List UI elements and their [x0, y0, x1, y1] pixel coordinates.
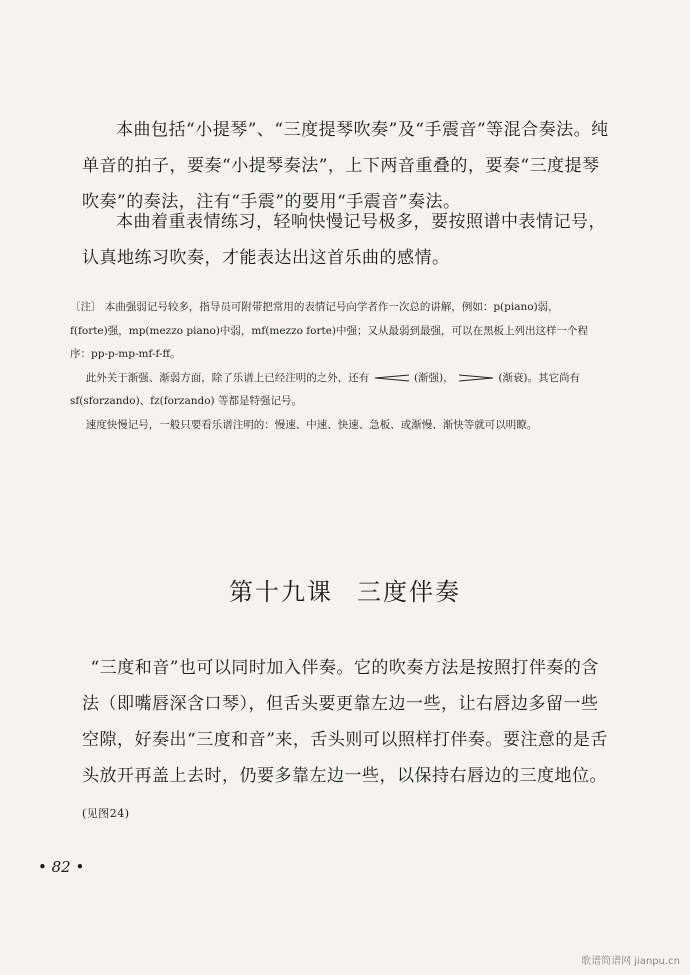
- decrescendo-symbol-icon: [457, 374, 495, 382]
- note-dynamics: 〔注〕 本曲强弱记号较多，指导员可附带把常用的表情记号向学者作一次总的讲解，例如：p(piano)弱，f(forte)强，mp(mezzo piano)中弱，mf(mezzo forte)中强；又从最弱到最强，可以在黑板上列出这样一个程序：pp-p-mp-mf-f-ff。: [70, 301, 589, 360]
- watermark: 歌谱简谱网 jianpu.cn: [581, 956, 680, 967]
- intro-paragraph-2: 本曲着重表情练习，轻响快慢记号极多，要按照谱中表情记号，认真地练习吹奏，才能表达出这首乐曲的感情。: [82, 212, 606, 268]
- notes-block: [70, 296, 590, 437]
- lesson-number: 第十九课: [229, 578, 333, 606]
- note-crescendo: [70, 367, 590, 414]
- lesson-heading: [0, 572, 690, 607]
- figure-reference: (见图24): [82, 807, 130, 820]
- note-crescendo-text-b: (渐强)，: [413, 371, 454, 384]
- note-tempo: 速度快慢记号，一般只要看乐谱注明的：慢速、中速、快速、急板、或渐慢、渐快等就可以明瞭。: [85, 418, 538, 431]
- lesson-title: 三度伴奏: [357, 578, 461, 606]
- note-crescendo-text-a: 此外关于渐强、渐弱方面，除了乐谱上已经注明的之外，还有: [85, 371, 370, 384]
- intro-paragraph-1: 本曲包括“小提琴”、“三度提琴吹奏”及“手震音”等混合奏法。纯单音的拍子，要奏“小提琴奏法”，上下两音重叠的，要奏“三度提琴吹奏”的奏法，注有“手震”的要用“手震音”奏法。: [82, 120, 609, 212]
- page-number: • 82 •: [38, 858, 85, 876]
- crescendo-symbol-icon: [373, 374, 411, 382]
- lesson-paragraph: [82, 650, 610, 832]
- note-crescendo-text-c: (渐衰)。其它尚有 sf(sforzando)、fz(forzando) 等都是特强记号。: [70, 371, 581, 407]
- lesson-body-text: “三度和音”也可以同时加入伴奏。它的吹奏方法是按照打伴奏的含法（即嘴唇深含口琴），但舌头要更靠左边一些，让右唇边多留一些空隙，好奏出“三度和音”来，舌头则可以照样打伴奏。要注意的是舌头放开再盖上去时，仍要多靠左边一些，以保持右唇边的三度地位。: [82, 658, 608, 786]
